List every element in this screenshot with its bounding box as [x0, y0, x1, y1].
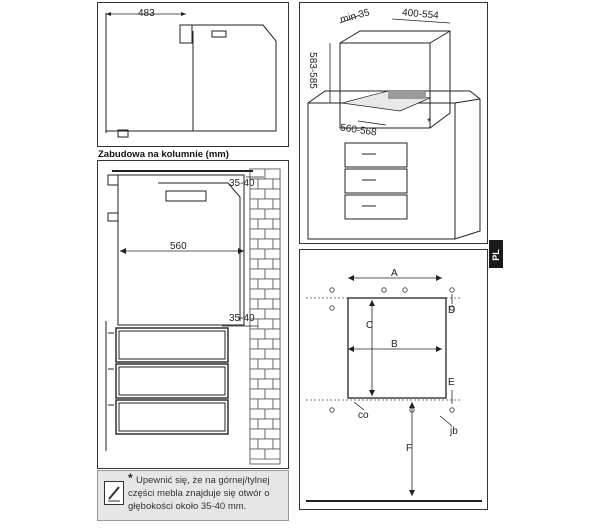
dim-e-label: E	[448, 377, 455, 388]
dim-a-label: A	[391, 268, 398, 279]
note-line-3: głębokości około 35-40 mm.	[128, 501, 247, 512]
width-label: 560-568	[339, 122, 378, 139]
dim-d-label: D	[448, 305, 456, 316]
column-panel	[97, 160, 289, 469]
dim-c-label: C	[366, 320, 374, 331]
column-width-label: 560	[170, 241, 187, 252]
perspective-panel	[299, 2, 488, 244]
jb-label: jb	[450, 426, 458, 437]
depth-label: 400-554	[401, 7, 440, 22]
co-label: co	[358, 410, 369, 421]
height-label: 583-585	[306, 52, 318, 89]
dim-b-label: B	[391, 339, 398, 350]
language-tab: PL	[489, 240, 503, 268]
top-gap-label: 35-40	[229, 178, 255, 189]
front-view-panel	[299, 249, 488, 510]
note-star: *	[128, 471, 133, 485]
side-width-label: 483	[138, 8, 155, 19]
column-heading: Zabudowa na kolumnie (mm)	[98, 149, 229, 160]
perspective-drawing	[300, 3, 487, 243]
pencil-icon	[104, 481, 124, 505]
side-view-panel	[97, 2, 289, 147]
column-drawing	[98, 161, 288, 468]
min-gap-label: min 35	[339, 7, 371, 26]
note-line-2: części mebla znajduje się otwór o	[128, 488, 270, 499]
dim-f-label: F	[406, 443, 413, 454]
side-view-drawing	[98, 3, 288, 146]
mid-gap-label: 35-40	[229, 313, 255, 324]
note-line-1: Upewnić się, że na górnej/tylnej	[136, 475, 270, 486]
note-box	[97, 470, 289, 521]
star-marker: *	[427, 117, 431, 128]
front-view-drawing	[300, 250, 487, 509]
